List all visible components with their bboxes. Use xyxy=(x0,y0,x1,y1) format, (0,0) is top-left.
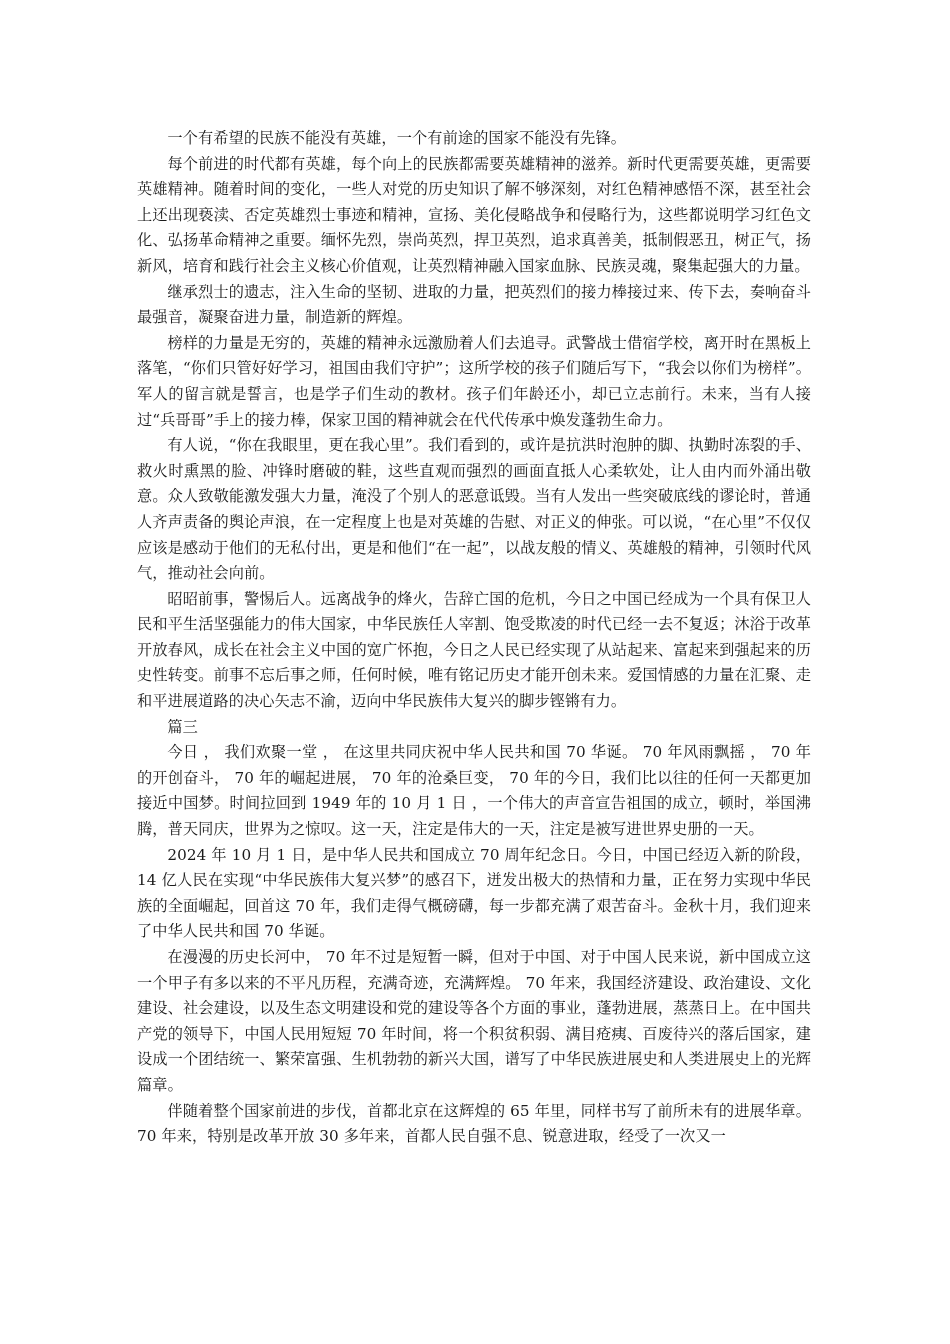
paragraph: 继承烈士的遗志，注入生命的坚韧、进取的力量，把英烈们的接力棒接过来、传下去，奏响奋斗最强音，凝聚奋进力量，制造新的辉煌。 xyxy=(137,282,811,327)
section-heading: 篇三 xyxy=(167,717,198,736)
paragraph: 有人说，“你在我眼里，更在我心里”。我们看到的，或许是抗洪时泡肿的脚、执勤时冻裂的手、救火时熏黑的脸、冲锋时磨破的鞋，这些直观而强烈的画面直抵人心柔软处，让人由内而外涌出敬意。众人致敬能激发强大力量，淹没了个别人的恶意诋毁。当有人发出一些突破底线的谬论时，普通人齐声责备的舆论声浪，在一定程度上也是对英雄的告慰、对正义的伸张。可以说，“在心里”不仅仅应该是感动于他们的无私付出，更是和他们“在一起”，以战友般的情义、英雄般的精神，引领时代风气，推动社会向前。 xyxy=(137,436,811,583)
paragraph: 2024 年 10 月 1 日，是中华人民共和国成立 70 周年纪念日。今日，中国已经迈入新的阶段， 14 亿人民在实现“中华民族伟大复兴梦”的感召下，迸发出极大的热情和力量，正在努力实现中华民族的全面崛起，回首这 70 年，我们走得气概磅礴，每一步都充满了艰苦奋斗。金秋十月，我们迎来了中华人民共和国 70 华诞。 xyxy=(137,845,811,941)
paragraph: 在漫漫的历史长河中， 70 年不过是短暂一瞬，但对于中国、对于中国人民来说，新中国成立这一个甲子有多以来的不平凡历程，充满奇迹，充满辉煌。 70 年来，我国经济建设、政治建设、文化建设、社会建设，以及生态文明建设和党的建设等各个方面的事业，蓬勃进展，蒸蒸日上。在中国共产党的领导下，中国人民用短短 70 年时间，将一个积贫积弱、满目疮痍、百废待兴的落后国家，建设成一个团结统一、繁荣富强、生机勃勃的新兴大国，谱写了中华民族进展史和人类进展史上的光辉篇章。 xyxy=(137,948,811,1094)
paragraph: 今日 ， 我们欢聚一堂 ， 在这里共同庆祝中华人民共和国 70 华诞。 70 年风雨飘摇 ， 70 年的开创奋斗， 70 年的崛起进展， 70 年的沧桑巨变， 70 年的今日，我们比以往的任何一天都更加接近中国梦。时间拉回到 1949 年的 10 月 1 日 ，一个伟大的声音宣告祖国的成立，顿时，举国沸腾，普天同庆，世界为之惊叹。这一天，注定是伟大的一天，注定是被写进世界史册的一天。 xyxy=(137,743,811,839)
document-body xyxy=(137,126,811,1150)
paragraph: 一个有希望的民族不能没有英雄，一个有前途的国家不能没有先锋。 xyxy=(167,129,627,147)
paragraph: 每个前进的时代都有英雄，每个向上的民族都需要英雄精神的滋养。新时代更需要英雄，更需要英雄精神。随着时间的变化，一些人对党的历史知识了解不够深刻，对红色精神感悟不深，甚至社会上还出现亵渎、否定英雄烈士事迹和精神，宣扬、美化侵略战争和侵略行为，这些都说明学习红色文化、弘扬革命精神之重要。缅怀先烈，崇尚英烈，捍卫英烈，追求真善美，抵制假恶丑，树正气，扬新风，培育和践行社会主义核心价值观，让英烈精神融入国家血脉、民族灵魂，聚集起强大的力量。 xyxy=(137,154,811,275)
paragraph: 伴随着整个国家前进的步伐，首都北京在这辉煌的 65 年里，同样书写了前所未有的进展华章。 70 年来，特别是改革开放 30 多年来，首都人民自强不息、锐意进取，经受了一次又一 xyxy=(137,1101,811,1146)
paragraph: 昭昭前事，警惕后人。远离战争的烽火，告辞亡国的危机，今日之中国已经成为一个具有保卫人民和平生活坚强能力的伟大国家，中华民族任人宰割、饱受欺凌的时代已经一去不复返；沐浴于改革开放春风，成长在社会主义中国的宽广怀抱，今日之人民已经实现了从站起来、富起来到强起来的历史性转变。前事不忘后事之师，任何时候，唯有铭记历史才能开创未来。爱国情感的力量在汇聚、走和平进展道路的决心矢志不渝，迈向中华民族伟大复兴的脚步铿锵有力。 xyxy=(137,589,811,711)
paragraph: 榜样的力量是无穷的，英雄的精神永远激励着人们去追寻。武警战士借宿学校，离开时在黑板上落笔，“你们只管好好学习，祖国由我们守护”；这所学校的孩子们随后写下，“我会以你们为榜样”。军人的留言就是誓言，也是学子们生动的教材。孩子们年龄还小，却已立志前行。未来，当有人接过“兵哥哥”手上的接力棒，保家卫国的精神就会在代代传承中焕发蓬勃生命力。 xyxy=(137,333,811,429)
